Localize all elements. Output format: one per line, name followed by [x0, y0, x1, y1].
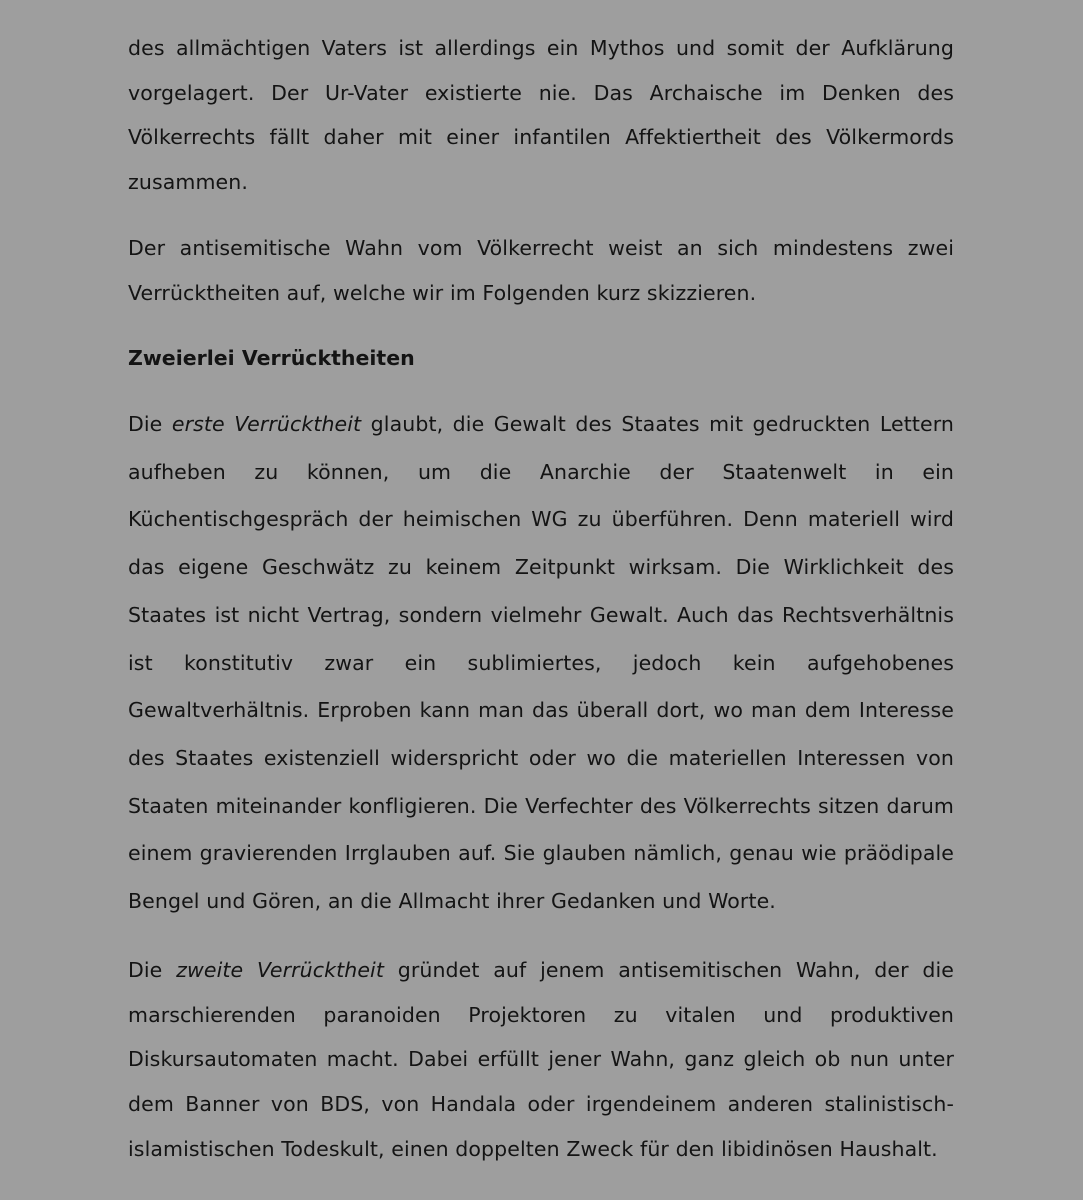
paragraph-3-emphasis: erste Verrücktheit: [171, 412, 362, 436]
paragraph-3-lead: Die: [128, 412, 172, 436]
section-heading: Zweierlei Verrücktheiten: [128, 346, 415, 370]
paragraph-3-body: glaubt, die Gewalt des Staates mit gedruckten Lettern aufheben zu können, um die Anarchie der Staatenwelt in ein Küchentischgespräch der heimischen WG zu überführen. Denn materiell wird das eigene Geschwätz zu keinem Zeitpunkt wirksam. Die Wirklichkeit des Staates ist nicht Vertrag, sondern vielmehr Gewalt. Auch das Rechtsverhältnis ist konstitutiv zwar ein sublimiertes, jedoch kein aufgehobenes Gewaltverhältnis. Erproben kann man das überall dort, wo man dem Interesse des Staates existenziell widerspricht oder wo die materiellen Interessen von Staaten miteinander konfligieren. Die Verfechter des Völkerrechts sitzen darum einem gravierenden Irrglauben auf. Sie glauben nämlich, genau wie präödipale Bengel und Gören, an die Allmacht ihrer Gedanken und Worte.: [128, 412, 954, 914]
paragraph-4-emphasis: zweite Verrücktheit: [176, 958, 384, 982]
paragraph-4-lead: Die: [128, 958, 177, 982]
paragraph-4-body: gründet auf jenem antisemitischen Wahn, der die marschierenden paranoiden Projektoren zu vitalen und produktiven Diskursautomaten macht. Dabei erfüllt jener Wahn, ganz gleich ob nun unter dem Banner von BDS, von Handala oder irgendeinem anderen stalinistisch-islamistischen Todeskult, einen doppelten Zweck für den libidinösen Haushalt.: [128, 958, 954, 1161]
paragraph-1: des allmächtigen Vaters ist allerdings ein Mythos und somit der Aufklärung vorgelagert. Der Ur-Vater existierte nie. Das Archaische im Denken des Völkerrechts fällt daher mit einer infantilen Affektiertheit des Völkermords zusammen.: [128, 36, 954, 195]
paragraph-4: [128, 948, 954, 1172]
paragraph-3: [128, 401, 954, 926]
paragraph-2: Der antisemitische Wahn vom Völkerrecht weist an sich mindestens zwei Verrücktheiten auf, welche wir im Folgenden kurz skizzieren.: [128, 236, 954, 305]
